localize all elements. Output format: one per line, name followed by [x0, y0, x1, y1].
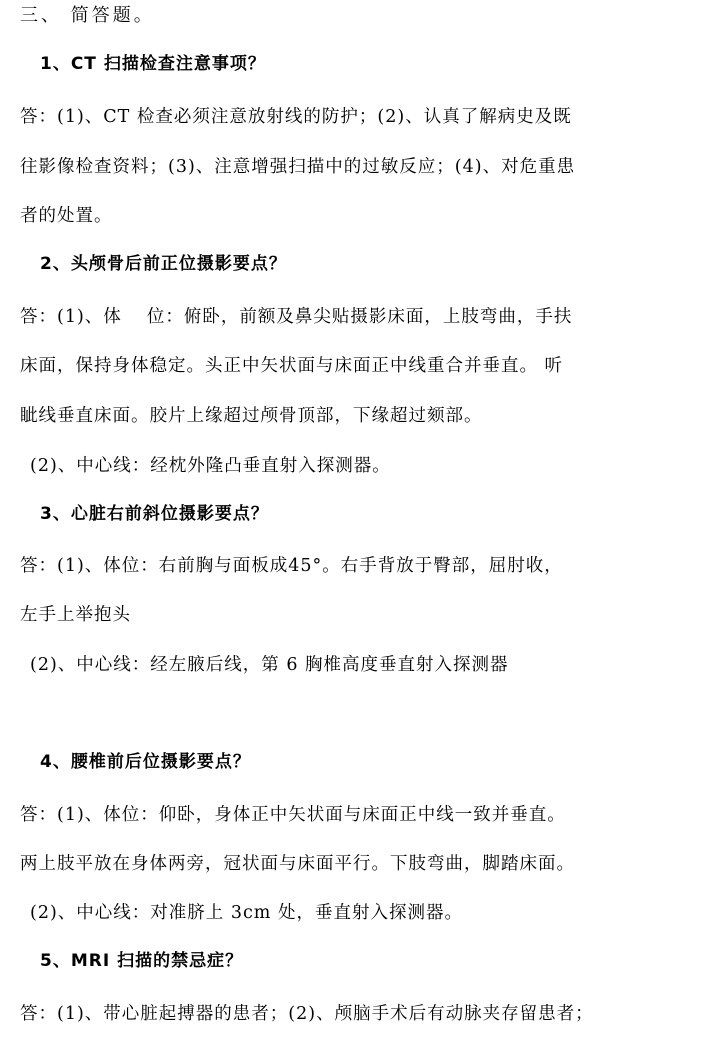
answer-1-line-1: 答：(1)、CT 检查必须注意放射线的防护；(2)、认真了解病史及既 — [20, 107, 572, 127]
section-heading: 三、 简答题。 — [20, 5, 155, 26]
answer-2-line-3: 眦线垂直床面。胶片上缘超过颅骨顶部，下缘超过颏部。 — [20, 406, 483, 426]
question-5-title: 5、MRI 扫描的禁忌症？ — [40, 951, 244, 971]
answer-2-line-4: (2)、中心线：经枕外隆凸垂直射入探测器。 — [30, 456, 391, 476]
answer-2-line-1: 答：(1)、体 位：俯卧，前额及鼻尖贴摄影床面，上肢弯曲，手扶 — [20, 307, 573, 327]
question-1-title: 1、CT 扫描检查注意事项？ — [40, 54, 266, 74]
answer-5-line-1: 答：(1)、带心脏起搏器的患者；(2)、颅脑手术后有动脉夹存留患者； — [20, 1004, 594, 1024]
answer-3-line-3: (2)、中心线：经左腋后线，第 6 胸椎高度垂直射入探测器 — [30, 655, 509, 675]
answer-1-line-3: 者的处置。 — [20, 206, 113, 226]
answer-4-line-2: 两上肢平放在身体两旁，冠状面与床面平行。下肢弯曲，脚踏床面。 — [20, 854, 575, 874]
answer-3-line-1: 答：(1)、体位：右前胸与面板成45°。右手背放于臀部，屈肘收， — [20, 556, 563, 576]
answer-2-line-2: 床面，保持身体稳定。头正中矢状面与床面正中线重合并垂直。 听 — [20, 356, 564, 376]
answer-4-line-1: 答：(1)、体位：仰卧，身体正中矢状面与床面正中线一致并垂直。 — [20, 805, 566, 825]
answer-3-line-2: 左手上举抱头 — [20, 605, 131, 625]
answer-4-line-3: (2)、中心线：对准脐上 3cm 处，垂直射入探测器。 — [30, 903, 463, 923]
question-2-title: 2、头颅骨后前正位摄影要点？ — [40, 254, 287, 274]
question-3-title: 3、心脏右前斜位摄影要点？ — [40, 504, 269, 524]
question-4-title: 4、腰椎前后位摄影要点？ — [40, 752, 251, 772]
answer-1-line-2: 往影像检查资料；(3)、注意增强扫描中的过敏反应；(4)、对危重患 — [20, 157, 576, 177]
